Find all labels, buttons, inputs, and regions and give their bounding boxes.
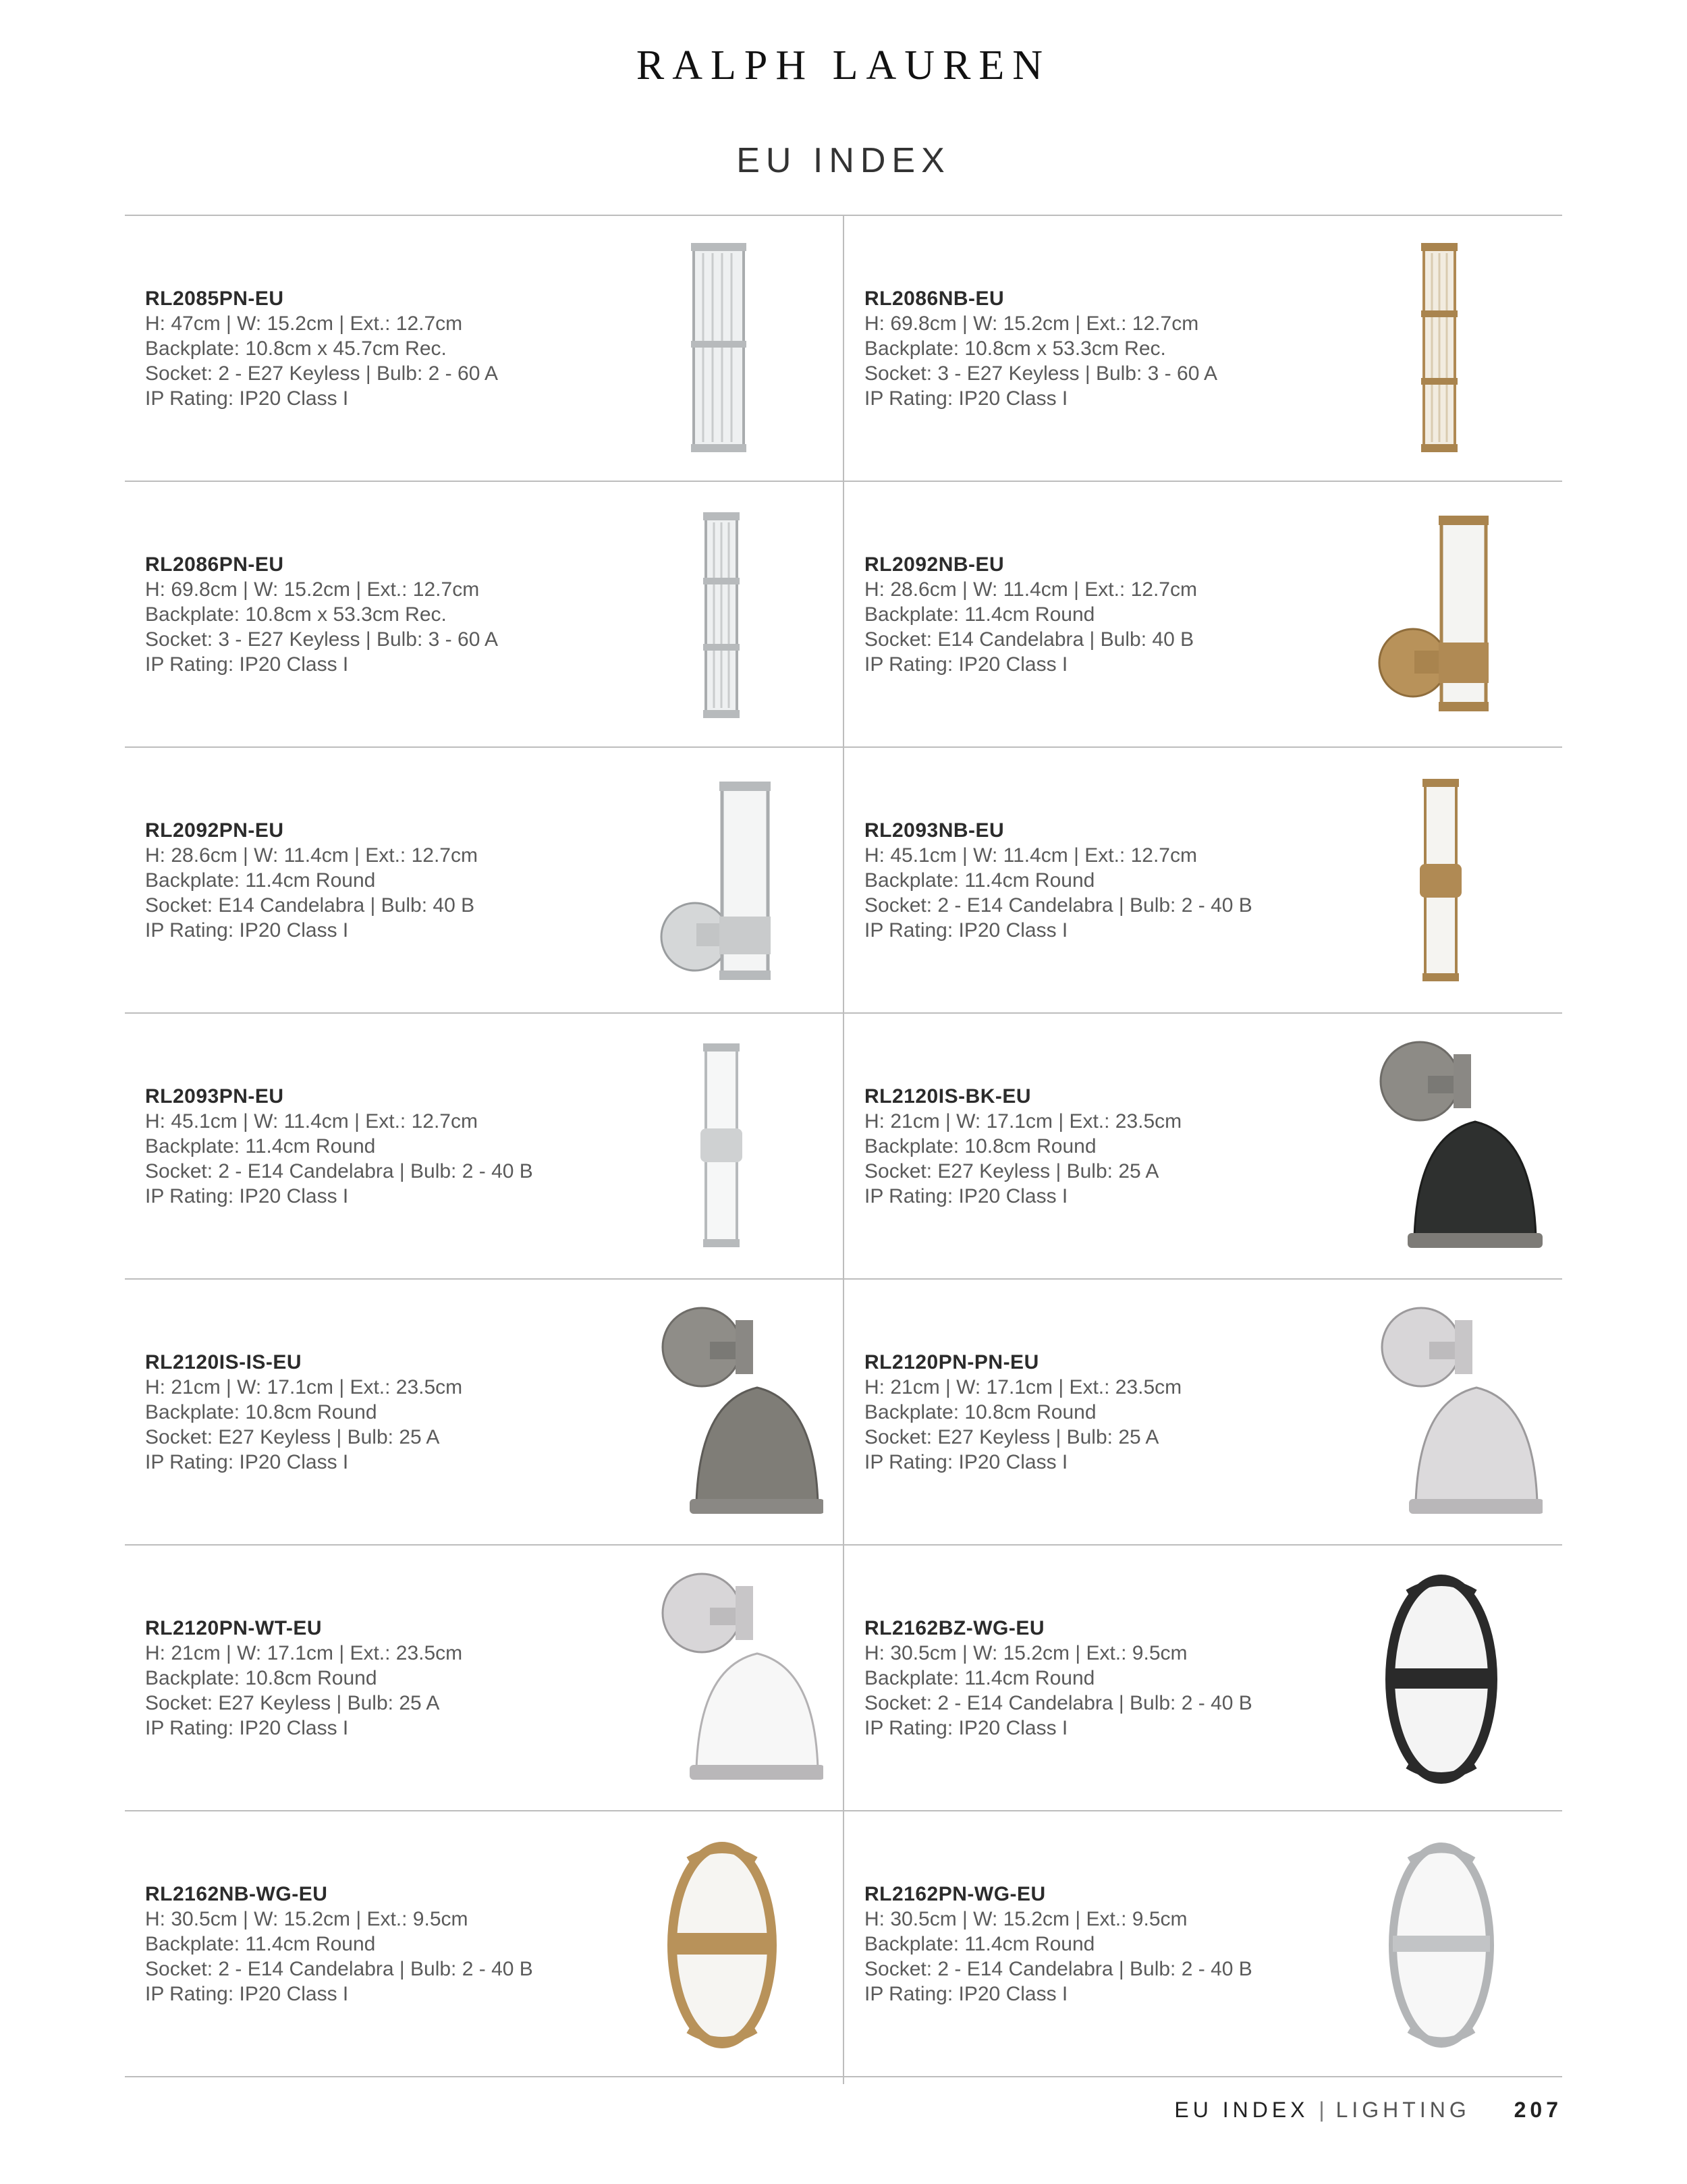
product-code: RL2086PN-EU bbox=[145, 553, 284, 576]
product-socket: Socket: 2 - E27 Keyless | Bulb: 2 - 60 A bbox=[145, 362, 499, 385]
product-backplate: Backplate: 10.8cm x 53.3cm Rec. bbox=[864, 337, 1166, 360]
product-code: RL2085PN-EU bbox=[145, 288, 284, 310]
product-cell bbox=[844, 1546, 1562, 1811]
product-cell bbox=[125, 482, 843, 748]
product-backplate: Backplate: 10.8cm x 53.3cm Rec. bbox=[145, 603, 447, 626]
product-code: RL2120PN-PN-EU bbox=[864, 1351, 1039, 1373]
product-dimensions: H: 45.1cm | W: 11.4cm | Ext.: 12.7cm bbox=[864, 844, 1197, 867]
product-backplate: Backplate: 10.8cm Round bbox=[864, 1401, 1097, 1423]
product-dimensions: H: 21cm | W: 17.1cm | Ext.: 23.5cm bbox=[864, 1110, 1182, 1132]
product-backplate: Backplate: 10.8cm Round bbox=[145, 1401, 377, 1423]
product-specs bbox=[864, 286, 1217, 411]
product-backplate: Backplate: 10.8cm x 45.7cm Rec. bbox=[145, 337, 447, 360]
caged-oval-sconce-nickel-image bbox=[1340, 1811, 1543, 2077]
product-ip-rating: IP Rating: IP20 Class I bbox=[145, 1451, 349, 1473]
product-code: RL2120IS-IS-EU bbox=[145, 1351, 302, 1373]
product-socket: Socket: E27 Keyless | Bulb: 25 A bbox=[145, 1692, 440, 1714]
product-socket: Socket: 2 - E14 Candelabra | Bulb: 2 - 40 B bbox=[864, 1692, 1252, 1714]
product-ip-rating: IP Rating: IP20 Class I bbox=[864, 1185, 1068, 1207]
product-cell bbox=[844, 482, 1562, 748]
product-socket: Socket: 2 - E14 Candelabra | Bulb: 2 - 40 B bbox=[864, 1958, 1252, 1980]
tall-glass-rod-sconce-brass-image bbox=[1340, 216, 1543, 482]
product-dimensions: H: 21cm | W: 17.1cm | Ext.: 23.5cm bbox=[145, 1642, 463, 1664]
page-footer bbox=[1174, 2098, 1562, 2123]
product-specs bbox=[864, 1084, 1182, 1209]
product-code: RL2093PN-EU bbox=[145, 1085, 284, 1108]
product-backplate: Backplate: 11.4cm Round bbox=[145, 1933, 376, 1955]
product-socket: Socket: E14 Candelabra | Bulb: 40 B bbox=[145, 894, 475, 917]
page-number: 207 bbox=[1514, 2098, 1562, 2122]
single-tube-sconce-nickel-image bbox=[621, 748, 823, 1014]
product-ip-rating: IP Rating: IP20 Class I bbox=[145, 1185, 349, 1207]
product-socket: Socket: E14 Candelabra | Bulb: 40 B bbox=[864, 628, 1194, 651]
product-code: RL2162PN-WG-EU bbox=[864, 1883, 1046, 1905]
product-backplate: Backplate: 11.4cm Round bbox=[864, 603, 1095, 626]
dome-sconce-white-image bbox=[621, 1546, 823, 1811]
product-grid bbox=[125, 215, 1562, 2084]
footer-separator: | bbox=[1319, 2098, 1326, 2122]
dome-sconce-nickel-image bbox=[1340, 1280, 1543, 1546]
product-dimensions: H: 30.5cm | W: 15.2cm | Ext.: 9.5cm bbox=[864, 1642, 1188, 1664]
product-ip-rating: IP Rating: IP20 Class I bbox=[864, 919, 1068, 941]
product-specs bbox=[145, 552, 498, 677]
product-ip-rating: IP Rating: IP20 Class I bbox=[145, 1717, 349, 1739]
product-specs bbox=[864, 818, 1252, 943]
product-ip-rating: IP Rating: IP20 Class I bbox=[145, 387, 349, 410]
product-specs bbox=[864, 1350, 1182, 1475]
product-backplate: Backplate: 10.8cm Round bbox=[145, 1667, 377, 1689]
product-cell bbox=[844, 216, 1562, 482]
product-specs bbox=[145, 1084, 533, 1209]
product-cell bbox=[125, 1014, 843, 1280]
product-ip-rating: IP Rating: IP20 Class I bbox=[145, 919, 349, 941]
product-socket: Socket: 3 - E27 Keyless | Bulb: 3 - 60 A bbox=[145, 628, 499, 651]
product-specs bbox=[145, 1350, 462, 1475]
product-ip-rating: IP Rating: IP20 Class I bbox=[145, 1983, 349, 2005]
product-cell bbox=[844, 748, 1562, 1014]
product-backplate: Backplate: 11.4cm Round bbox=[145, 1135, 376, 1157]
product-specs bbox=[145, 1616, 462, 1741]
product-dimensions: H: 45.1cm | W: 11.4cm | Ext.: 12.7cm bbox=[145, 1110, 478, 1132]
product-specs bbox=[145, 1882, 533, 2006]
product-cell bbox=[125, 1811, 843, 2077]
product-code: RL2162NB-WG-EU bbox=[145, 1883, 328, 1905]
product-dimensions: H: 21cm | W: 17.1cm | Ext.: 23.5cm bbox=[145, 1376, 463, 1398]
product-dimensions: H: 30.5cm | W: 15.2cm | Ext.: 9.5cm bbox=[864, 1908, 1188, 1930]
product-socket: Socket: 2 - E14 Candelabra | Bulb: 2 - 40 B bbox=[145, 1958, 533, 1980]
dome-sconce-iron-image bbox=[621, 1280, 823, 1546]
product-dimensions: H: 30.5cm | W: 15.2cm | Ext.: 9.5cm bbox=[145, 1908, 468, 1930]
footer-section: EU INDEX bbox=[1174, 2098, 1309, 2122]
product-cell bbox=[844, 1014, 1562, 1280]
double-tube-sconce-nickel-image bbox=[621, 1014, 823, 1280]
product-backplate: Backplate: 11.4cm Round bbox=[864, 1667, 1095, 1689]
product-dimensions: H: 69.8cm | W: 15.2cm | Ext.: 12.7cm bbox=[145, 578, 480, 601]
product-cell bbox=[844, 1280, 1562, 1546]
product-code: RL2093NB-EU bbox=[864, 819, 1005, 842]
product-dimensions: H: 47cm | W: 15.2cm | Ext.: 12.7cm bbox=[145, 312, 463, 335]
product-code: RL2162BZ-WG-EU bbox=[864, 1617, 1045, 1639]
product-cell bbox=[125, 1546, 843, 1811]
product-code: RL2086NB-EU bbox=[864, 288, 1005, 310]
product-ip-rating: IP Rating: IP20 Class I bbox=[864, 1717, 1068, 1739]
page-title: EU INDEX bbox=[736, 141, 951, 180]
product-specs bbox=[145, 286, 498, 411]
caged-oval-sconce-bronze-image bbox=[1340, 1546, 1543, 1811]
product-code: RL2092PN-EU bbox=[145, 819, 284, 842]
dome-sconce-black-image bbox=[1340, 1014, 1543, 1280]
product-cell bbox=[125, 748, 843, 1014]
product-backplate: Backplate: 11.4cm Round bbox=[145, 869, 376, 892]
tall-glass-rod-sconce-nickel-image bbox=[621, 482, 823, 748]
product-dimensions: H: 21cm | W: 17.1cm | Ext.: 23.5cm bbox=[864, 1376, 1182, 1398]
product-socket: Socket: 2 - E14 Candelabra | Bulb: 2 - 40 B bbox=[864, 894, 1252, 917]
product-code: RL2092NB-EU bbox=[864, 553, 1005, 576]
product-code: RL2120PN-WT-EU bbox=[145, 1617, 323, 1639]
footer-category: LIGHTING bbox=[1335, 2098, 1470, 2122]
product-socket: Socket: E27 Keyless | Bulb: 25 A bbox=[145, 1426, 440, 1448]
product-ip-rating: IP Rating: IP20 Class I bbox=[864, 387, 1068, 410]
product-socket: Socket: 2 - E14 Candelabra | Bulb: 2 - 40 B bbox=[145, 1160, 533, 1182]
single-tube-sconce-brass-image bbox=[1340, 482, 1543, 748]
product-backplate: Backplate: 10.8cm Round bbox=[864, 1135, 1097, 1157]
double-tube-sconce-brass-image bbox=[1340, 748, 1543, 1014]
product-backplate: Backplate: 11.4cm Round bbox=[864, 1933, 1095, 1955]
product-cell bbox=[844, 1811, 1562, 2077]
product-ip-rating: IP Rating: IP20 Class I bbox=[864, 1451, 1068, 1473]
product-specs bbox=[864, 552, 1197, 677]
product-backplate: Backplate: 11.4cm Round bbox=[864, 869, 1095, 892]
tall-glass-rod-sconce-nickel-image bbox=[621, 216, 823, 482]
product-dimensions: H: 28.6cm | W: 11.4cm | Ext.: 12.7cm bbox=[145, 844, 478, 867]
product-ip-rating: IP Rating: IP20 Class I bbox=[145, 653, 349, 676]
product-dimensions: H: 28.6cm | W: 11.4cm | Ext.: 12.7cm bbox=[864, 578, 1197, 601]
product-ip-rating: IP Rating: IP20 Class I bbox=[864, 653, 1068, 676]
product-code: RL2120IS-BK-EU bbox=[864, 1085, 1032, 1108]
product-ip-rating: IP Rating: IP20 Class I bbox=[864, 1983, 1068, 2005]
product-socket: Socket: E27 Keyless | Bulb: 25 A bbox=[864, 1160, 1159, 1182]
product-specs bbox=[145, 818, 478, 943]
brand-logo: RALPH LAUREN bbox=[636, 43, 1051, 88]
product-socket: Socket: E27 Keyless | Bulb: 25 A bbox=[864, 1426, 1159, 1448]
product-cell bbox=[125, 1280, 843, 1546]
product-specs bbox=[864, 1616, 1252, 1741]
product-socket: Socket: 3 - E27 Keyless | Bulb: 3 - 60 A bbox=[864, 362, 1218, 385]
caged-oval-sconce-brass-image bbox=[621, 1811, 823, 2077]
product-cell bbox=[125, 216, 843, 482]
product-dimensions: H: 69.8cm | W: 15.2cm | Ext.: 12.7cm bbox=[864, 312, 1199, 335]
product-specs bbox=[864, 1882, 1252, 2006]
